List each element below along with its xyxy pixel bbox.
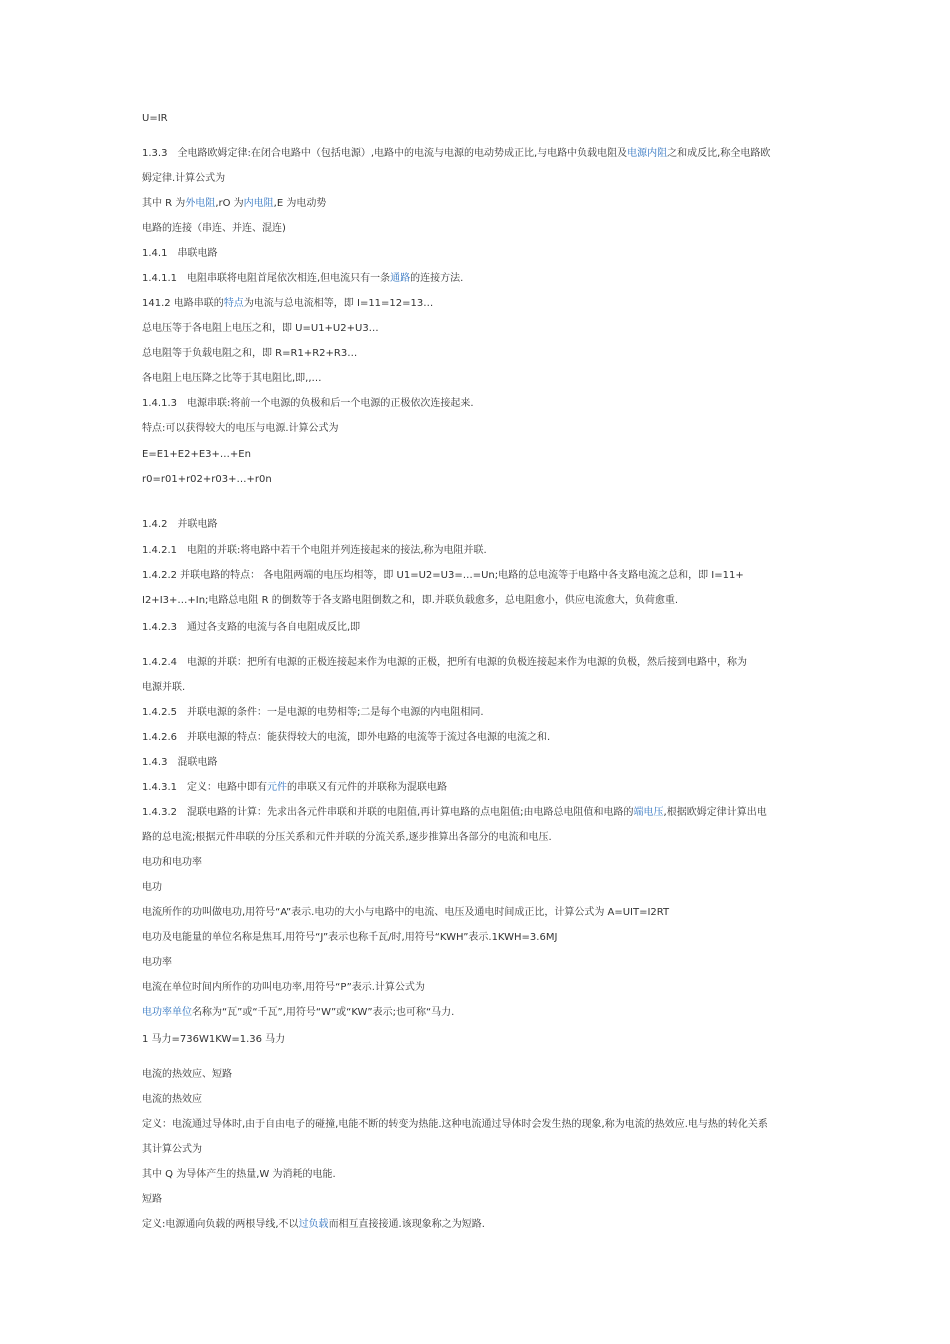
text-line: 1.3.3 全电路欧姆定律:在闭合电路中（包括电源）,电路中的电流与电源的电动势成正比,与电路中负载电阻及电源内阻之和成反比,称全电路欧 (142, 148, 771, 159)
text-line: 141.2 电路串联的特点为电流与总电流相等，即 I=11=12=13… (142, 298, 434, 309)
text-line: 其中 Q 为导体产生的热量,W 为消耗的电能. (142, 1169, 336, 1180)
text-line: 定义:电源通向负载的两根导线,不以过负载而相互直接接通.该现象称之为短路. (142, 1219, 485, 1230)
section-heading: 1.4.3 混联电路 (142, 757, 218, 768)
text-line: 路的总电流;根据元件串联的分压关系和元件并联的分流关系,逐步推算出各部分的电流和电压. (142, 832, 552, 843)
text-line: 其中 R 为外电阻,rO 为内电阻,E 为电动势 (142, 198, 327, 209)
text-line: 各电阻上电压降之比等于其电阻比,即,,… (142, 373, 322, 384)
formula-line: 1 马力=736W1KW=1.36 马力 (142, 1034, 286, 1045)
text-line: 总电压等于各电阻上电压之和，即 U=U1+U2+U3… (142, 323, 379, 334)
text-line: 电功率单位名称为“瓦”或“千瓦”,用符号“W”或“KW”表示;也可称“马力. (142, 1007, 455, 1018)
link-terminal-voltage[interactable]: 端电压 (633, 807, 664, 818)
link-over-load[interactable]: 过负载 (298, 1219, 329, 1230)
text-line: 1.4.3.2 混联电路的计算：先求出各元件串联和并联的电阻值,再计算电路的点电阻值;由电路总电阻值和电路的端电压,根据欧姆定律计算出电 (142, 807, 767, 818)
link-power-unit[interactable]: 电功率单位 (142, 1007, 192, 1018)
text-line: 电源并联. (142, 682, 186, 693)
text-line: 1.4.3.1 定义：电路中即有元件的串联又有元件的并联称为混联电路 (142, 782, 447, 793)
text-line: 1.4.2.4 电源的并联：把所有电源的正极连接起来作为电源的正极，把所有电源的负极连接起来作为电源的负极，然后接到电路中，称为 (142, 657, 747, 668)
text-line: 1.4.2.2 并联电路的特点： 各电阻两端的电压均相等，即 U1=U2=U3=…=Un;电路的总电流等于电路中各支路电流之总和，即 I=11+ (142, 570, 744, 581)
link-component[interactable]: 元件 (267, 782, 287, 793)
link-source-internal-resistance[interactable]: 电源内阻 (627, 148, 668, 159)
link-external-resistance[interactable]: 外电阻 (185, 198, 216, 209)
link-feature[interactable]: 特点 (223, 298, 244, 309)
link-path[interactable]: 通路 (390, 273, 411, 284)
text-line: 总电阻等于负载电阻之和，即 R=R1+R2+R3… (142, 348, 358, 359)
section-heading: 1.4.2 并联电路 (142, 519, 218, 530)
link-internal-resistance[interactable]: 内电阻 (243, 198, 274, 209)
text-line: U=IR (142, 113, 168, 124)
section-heading: 电功率 (142, 957, 172, 968)
text-line: 其计算公式为 (142, 1144, 202, 1155)
text-line: 1.4.2.3 通过各支路的电流与各自电阻成反比,即 (142, 622, 361, 633)
text-line: 特点:可以获得较大的电压与电源.计算公式为 (142, 423, 339, 434)
section-heading: 1.4.1 串联电路 (142, 248, 218, 259)
text-line: 1.4.2.5 并联电源的条件：一是电源的电势相等;二是每个电源的内电阻相同. (142, 707, 484, 718)
section-heading: 电功和电功率 (142, 857, 202, 868)
text-line: 1.4.2.6 并联电源的特点：能获得较大的电流，即外电路的电流等于流过各电源的电流之和. (142, 732, 551, 743)
section-heading: 电流的热效应 (142, 1094, 202, 1105)
section-heading: 电流的热效应、短路 (142, 1069, 232, 1080)
text-line: I2+I3+…+In;电路总电阻 R 的倒数等于各支路电阻倒数之和，即.并联负载愈多，总电阻愈小，供应电流愈大，负荷愈重. (142, 595, 679, 606)
text-line: 姆定律.计算公式为 (142, 173, 226, 184)
text-line: 定义：电流通过导体时,由于自由电子的碰撞,电能不断的转变为热能.这种电流通过导体时会发生热的现象,称为电流的热效应.电与热的转化关系 (142, 1119, 768, 1130)
section-heading: 短路 (142, 1194, 162, 1205)
text-line: 1.4.1.1 电阻串联将电阻首尾依次相连,但电流只有一条通路的连接方法. (142, 273, 464, 284)
formula-line: r0=r01+r02+r03+…+r0n (142, 474, 272, 485)
section-heading: 电路的连接（串连、并连、混连) (142, 223, 286, 234)
formula-line: E=E1+E2+E3+…+En (142, 449, 251, 460)
text-line: 电功及电能量的单位名称是焦耳,用符号“J”表示也称千瓦/时,用符号“KWH”表示.1KWH=3.6MJ (142, 932, 558, 943)
section-heading: 电功 (142, 882, 162, 893)
text-line: 电流在单位时间内所作的功叫电功率,用符号“P”表示.计算公式为 (142, 982, 425, 993)
text-line: 电流所作的功叫做电功,用符号“A”表示.电功的大小与电路中的电流、电压及通电时间成正比，计算公式为 A=UIT=I2RT (142, 907, 670, 918)
text-line: 1.4.1.3 电源串联:将前一个电源的负极和后一个电源的正极依次连接起来. (142, 398, 474, 409)
text-line: 1.4.2.1 电阻的并联:将电路中若干个电阻并列连接起来的接法,称为电阻并联. (142, 545, 487, 556)
